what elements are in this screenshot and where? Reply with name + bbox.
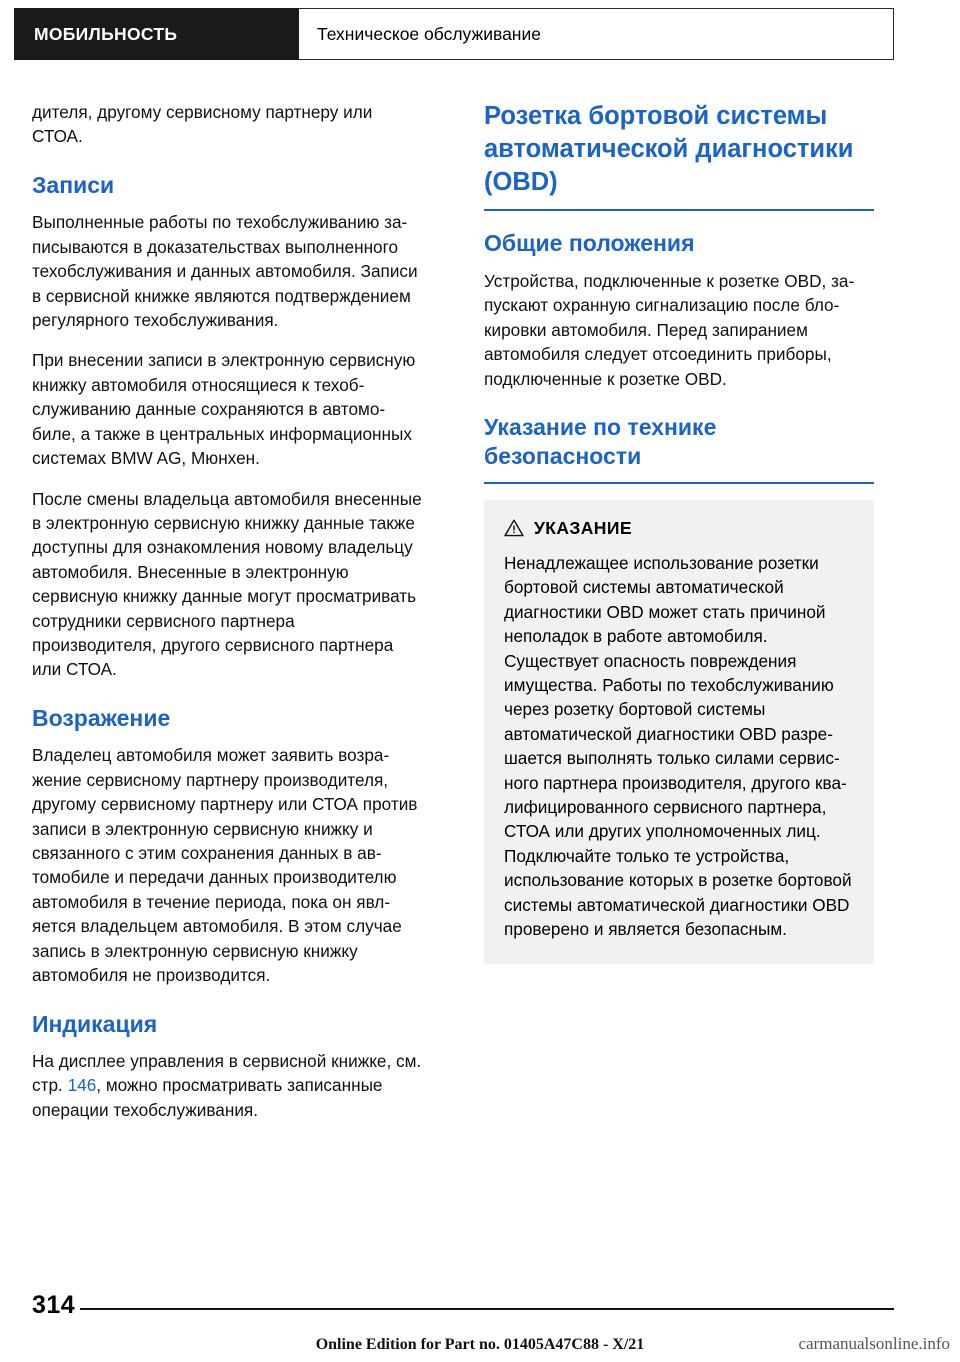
- paragraph-continuation: дителя, другому сервисному партнеру или СТОА.: [32, 102, 373, 147]
- records-paragraph-2: При внесении записи в электронную сервисную книжку автомобиля относящиеся к техобслуживанию данные сохраняются в автомобиле, а также в центральных информационных системах BMW AG, Мюнхен.: [32, 350, 416, 469]
- heading-safety-note: Указание по технике безопасности: [484, 413, 717, 470]
- header-section-label: МОБИЛЬНОСТЬ: [14, 8, 299, 60]
- footer-divider: [80, 1308, 894, 1310]
- notice-text: Ненадлежащее использование розетки бортовой системы автоматической диагностики OBD может стать причиной неполадок в работе автомобиля. Существует опасность повреждения имущества. Работы по техобслуживанию через розетку бортовой системы автоматической диагностики OBD разрешается выполнять только силами сервисного партнера производителя, другого квалифицированного сервисного партнера, СТОА или других уполномоченных лиц. Подключайте только те устройства, использование которых в розетке бортовой системы автоматической диагностики OBD проверено и является безопасным.: [504, 552, 852, 940]
- objection-paragraph-1: Владелец автомобиля может заявить возражение сервисному партнеру производителя, другому сервисному партнеру или СТОА против записи в электронную сервисную книжку и связанного с этим сохранения данных в автомобиле и передачи данных производителю автомобиля в течение периода, пока он является владельцем автомобиля. В этом случае запись в электронную сервисную книжку автомобиля не производится.: [32, 745, 418, 986]
- heading-objection: Возражение: [32, 704, 171, 731]
- footer-watermark: carmanualsonline.info: [798, 1334, 950, 1353]
- warning-notice-box: [484, 500, 874, 964]
- records-paragraph-3: После смены владельца автомобиля внесенные в электронную сервисную книжку данные также доступны для ознакомления новому владельцу автомобиля. Внесенные в электронную сервисную книжку данные могут просматривать сотрудники сервисного партнера производителя, другого сервисного партнера или СТОА.: [32, 488, 422, 680]
- footer-edition-text: Online Edition for Part no. 01405A47C88 - X/21: [315, 1336, 645, 1353]
- indication-text-before: На дисплее управления в сервисной книжке, см. стр.: [32, 1050, 422, 1096]
- general-paragraph-1: Устройства, подключенные к розетке OBD, запускают охранную сигнализацию после блокировки автомобиля. Перед запиранием автомобиля следует отсоединить приборы, подключенные к розетке OBD.: [484, 270, 855, 389]
- title-divider: [484, 209, 874, 211]
- page-number: 314: [32, 1291, 76, 1319]
- notice-title: УКАЗАНИЕ: [534, 517, 632, 538]
- heading-obd-socket: Розетка бортовой системы автоматической диагностики (OBD): [484, 102, 854, 197]
- heading-indication: Индикация: [32, 1010, 158, 1037]
- heading-general: Общие положения: [484, 230, 695, 257]
- page-header: [14, 8, 894, 60]
- records-paragraph-1: Выполненные работы по техобслуживанию записываются в доказательствах выполненного техобслуживания и данных автомобиля. Записи в сервисной книжке являются подтверждением регулярного техобслуживания.: [32, 212, 418, 330]
- left-column: [32, 100, 422, 1138]
- heading-records: Записи: [32, 171, 115, 198]
- warning-triangle-icon: [504, 519, 524, 537]
- notice-header: [504, 518, 854, 539]
- safety-divider: [484, 482, 874, 484]
- indication-paragraph: [32, 1049, 422, 1122]
- indication-text-after: , можно просматривать записанные операции техобслуживания.: [32, 1075, 383, 1120]
- header-chapter-label: Техническое обслуживание: [299, 8, 894, 60]
- right-column: [484, 100, 874, 964]
- page-reference-link[interactable]: 146: [67, 1075, 97, 1096]
